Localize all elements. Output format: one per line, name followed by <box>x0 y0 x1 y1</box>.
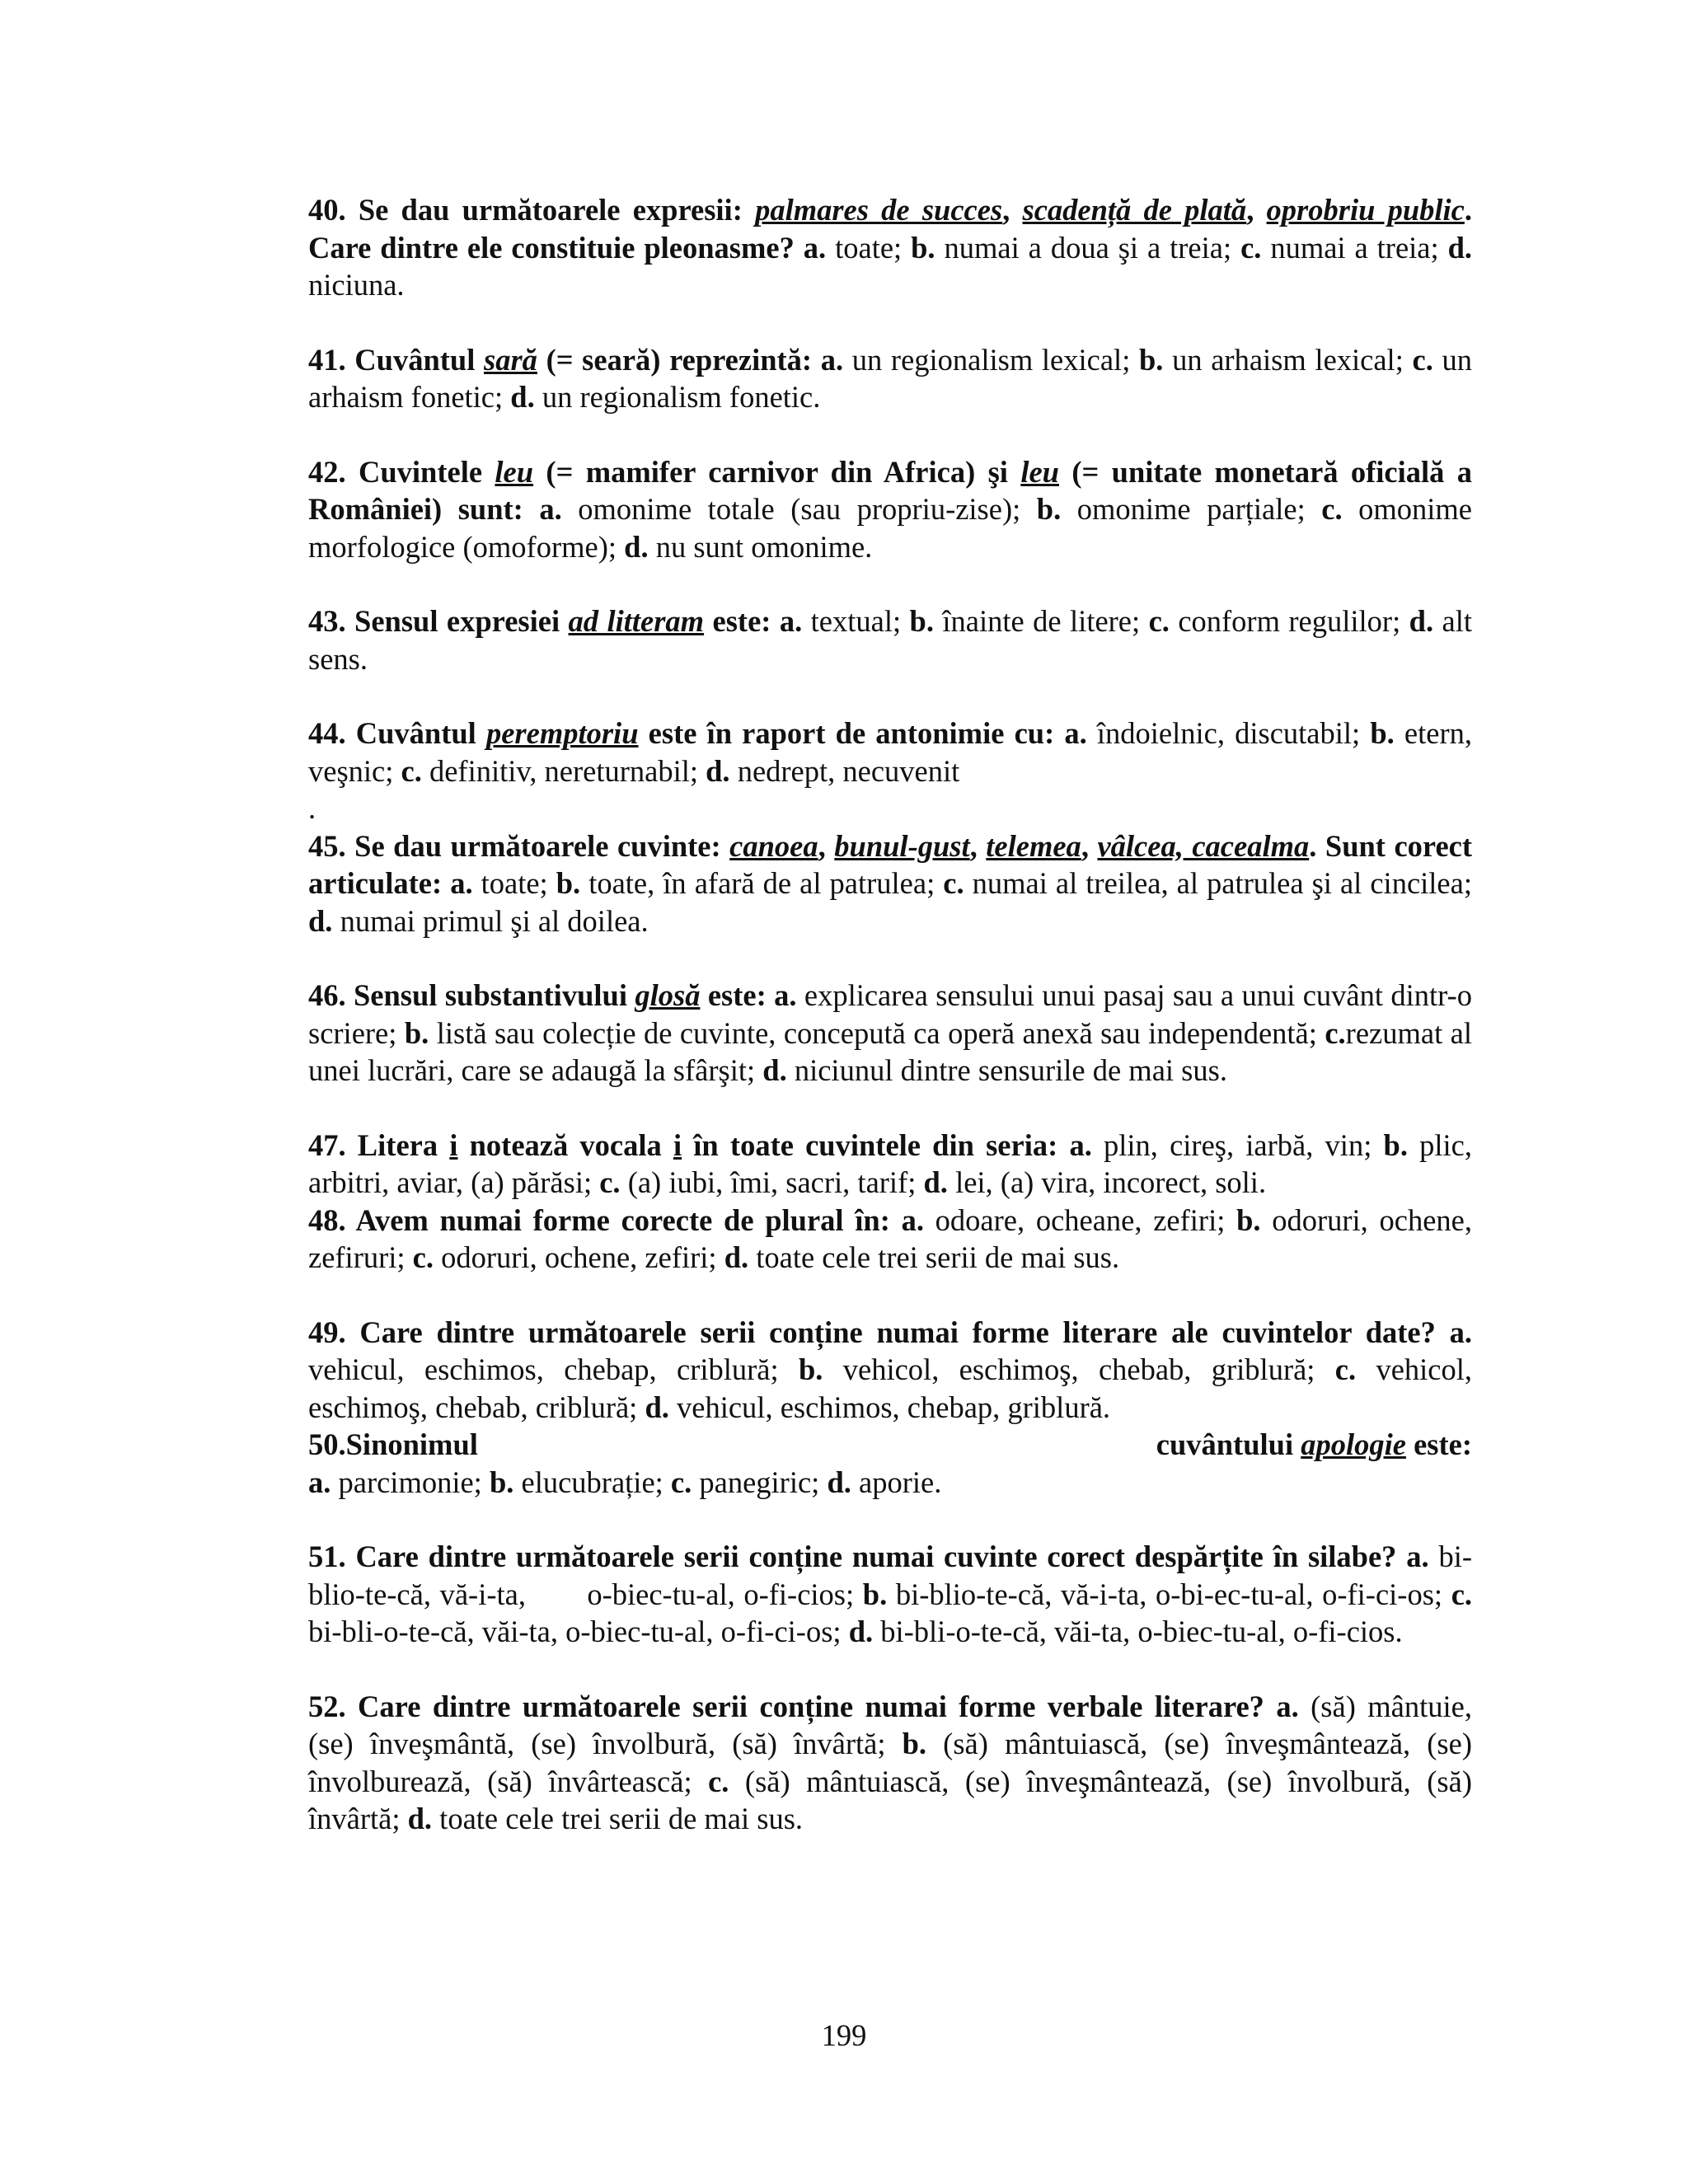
option-c-letter: c. <box>599 1165 621 1199</box>
question-51 <box>308 1538 1480 1651</box>
option-a-text: îndoielnic, discutabil; <box>1086 716 1371 750</box>
question-50-right <box>1156 1426 1472 1464</box>
option-b-letter: b. <box>909 604 934 638</box>
option-b-letter: b. <box>1236 1202 1261 1237</box>
question-text: . Care dintre ele constituie pleonasme? <box>308 193 1472 265</box>
question-49 <box>308 1314 1472 1427</box>
option-c-letter: c. <box>1334 1352 1357 1386</box>
question-text: cuvântului <box>1156 1427 1301 1461</box>
option-d-text: lei, (a) vira, incorect, soli. <box>947 1165 1267 1199</box>
option-b-text: plic, arbitri, aviar, (a) părăsi; <box>308 1127 1472 1199</box>
question-text: este: <box>704 604 780 638</box>
option-a-text: un regionalism lexical; <box>843 342 1139 377</box>
option-a-text: toate; <box>472 866 556 900</box>
option-c-letter: c. <box>1148 604 1170 638</box>
question-lead: 49. Care dintre următoarele serii conține numai forme literare ale cuvintelor date? <box>308 1315 1450 1349</box>
option-d-text: vehicul, eschimos, chebap, griblură. <box>668 1390 1111 1424</box>
option-c-text: un arhaism fonetic; <box>308 342 1472 414</box>
question-lead: 46. Sensul substantivului <box>308 978 635 1012</box>
option-a-letter: a. <box>1064 716 1087 750</box>
option-a-letter: a. <box>803 230 827 265</box>
option-b-letter: b. <box>1383 1127 1408 1162</box>
option-a-text: parcimonie; <box>331 1465 490 1499</box>
option-b-letter: b. <box>798 1352 823 1386</box>
option-d-text: nu sunt omonime. <box>648 529 873 564</box>
question-lead: 48. Avem numai forme corecte de plural în: <box>308 1202 902 1237</box>
option-a-text: textual; <box>802 604 910 638</box>
question-lead: 41. Cuvântul <box>308 342 484 377</box>
option-c-text: vehicol, eschimoş, chebab, criblură; <box>308 1352 1473 1424</box>
option-d-text: toate cele trei serii de mai sus. <box>748 1240 1120 1274</box>
question-lead: 51. Care dintre următoarele serii conține numai cuvinte corect despărțite în silabe? <box>308 1540 1407 1573</box>
option-b-letter: b. <box>911 230 935 265</box>
question-lead: 44. Cuvântul <box>308 716 486 750</box>
option-b-text: bi-blio-te-că, vă-i-ta, o-bi-ec-tu-al, o-fi-ci-os; <box>887 1577 1451 1611</box>
option-a-letter: a. <box>774 978 797 1012</box>
option-b-text: înainte de litere; <box>933 604 1149 638</box>
option-d-letter: d. <box>407 1802 433 1835</box>
option-b-letter: b. <box>1370 716 1395 750</box>
option-b-text: odoruri, ochene, zefiruri; <box>308 1202 1472 1274</box>
question-45 <box>308 827 1472 940</box>
option-b-text: listă sau colecție de cuvinte, concepută ca operă anexă sau independentă; <box>429 1015 1325 1050</box>
option-a-text: bi-blio-te-că, vă-i-ta, o-biec-tu-al, o-fi-cios; <box>308 1540 1472 1611</box>
option-a-text: omonime totale (sau propriu-zise); <box>561 492 1037 526</box>
question-41 <box>308 341 1472 416</box>
question-text: (= unitate monetară oficială a României) sunt: <box>308 454 1473 526</box>
stray-period: . <box>308 791 316 825</box>
question-text: . Sunt corect articulate: <box>308 828 1473 900</box>
question-lead: 43. Sensul expresiei <box>308 604 569 638</box>
option-d-letter: d. <box>645 1390 669 1424</box>
option-a-letter: a. <box>308 1465 331 1499</box>
option-a-text: toate; <box>826 230 912 265</box>
option-a-letter: a. <box>1276 1689 1299 1723</box>
question-50-heading <box>308 1426 1472 1464</box>
question-46 <box>308 977 1472 1090</box>
question-44 <box>308 715 1472 790</box>
option-b-text: vehicol, eschimoş, chebab, griblură; <box>823 1352 1335 1386</box>
option-c-text: conform regulilor; <box>1169 604 1409 638</box>
document-page <box>308 191 1480 1838</box>
option-d-letter: d. <box>1409 604 1434 638</box>
term: peremptoriu <box>485 716 639 750</box>
option-c-text: panegiric; <box>692 1465 828 1499</box>
option-a-letter: a. <box>450 866 473 900</box>
term: leu <box>1020 454 1059 489</box>
question-lead: 47. Litera <box>308 1127 450 1162</box>
option-d-text: alt sens. <box>308 604 1473 676</box>
separator: , <box>1081 828 1098 863</box>
option-b-text: un arhaism lexical; <box>1163 342 1413 377</box>
separator: , <box>1002 193 1023 227</box>
term: apologie <box>1301 1427 1406 1461</box>
option-a-text: odoare, ocheane, zefiri; <box>923 1202 1237 1237</box>
term: oprobriu public <box>1266 193 1465 227</box>
option-b-letter: b. <box>1138 342 1164 377</box>
option-c-text: odoruri, ochene, zefiri; <box>434 1240 724 1274</box>
option-d-text: nedrept, necuvenit <box>729 753 960 788</box>
option-c-letter: c. <box>943 866 964 900</box>
option-d-letter: d. <box>827 1465 851 1499</box>
term: scadență de plată <box>1022 193 1247 227</box>
question-text: (= mamifer carnivor din Africa) şi <box>533 454 1021 489</box>
option-a-text: plin, cireş, iarbă, vin; <box>1091 1127 1384 1162</box>
option-b-letter: b. <box>556 866 581 900</box>
question-40 <box>308 191 1472 304</box>
option-b-letter: b. <box>1036 492 1062 526</box>
question-43 <box>308 602 1472 677</box>
option-b-letter: b. <box>902 1727 927 1760</box>
separator: , <box>969 828 987 863</box>
option-b-text: etern, veşnic; <box>308 716 1472 788</box>
term: leu <box>495 454 534 489</box>
option-c-letter: c. <box>1451 1577 1473 1611</box>
question-50 <box>308 1426 1472 1501</box>
option-a-letter: a. <box>901 1202 924 1237</box>
option-d-text: aporie. <box>851 1465 942 1499</box>
separator: , <box>818 828 835 863</box>
question-text: este în raport de antonimie cu: <box>638 716 1065 750</box>
option-c-text: omonime morfologice (omoforme); <box>308 492 1472 564</box>
option-c-letter: c. <box>1412 342 1433 377</box>
question-text: este: <box>1405 1427 1472 1461</box>
option-d-letter: d. <box>724 1240 749 1274</box>
term: telemea <box>986 828 1081 863</box>
term: canoea <box>729 828 818 863</box>
option-a-text: vehicul, eschimos, chebap, criblură; <box>308 1352 799 1386</box>
term: i <box>449 1127 458 1162</box>
option-d-letter: d. <box>1447 230 1472 265</box>
option-d-text: toate cele trei serii de mai sus. <box>432 1802 804 1835</box>
term: ad litteram <box>568 604 705 638</box>
option-c-letter: c. <box>1325 1015 1346 1050</box>
option-c-text: definitiv, nereturnabil; <box>421 753 706 788</box>
option-b-letter: b. <box>489 1465 514 1499</box>
option-b-letter: b. <box>862 1577 888 1611</box>
question-text: notează vocala <box>457 1127 673 1162</box>
option-d-letter: d. <box>706 753 730 788</box>
term: glosă <box>635 978 701 1012</box>
option-c-letter: c. <box>1321 492 1343 526</box>
question-lead: 42. Cuvintele <box>308 454 495 489</box>
question-42 <box>308 453 1472 566</box>
option-b-text: omonime parțiale; <box>1061 492 1322 526</box>
option-c-letter: c. <box>1240 230 1262 265</box>
question-50-options <box>308 1464 1472 1502</box>
option-b-text: (să) mântuiască, (se) înveşmântează, (se) învolburează, (să) învârtească; <box>308 1727 1472 1798</box>
question-text: în toate cuvintele din seria: <box>682 1127 1070 1162</box>
option-a-letter: a. <box>779 604 803 638</box>
question-text: este: <box>700 978 775 1012</box>
option-d-letter: d. <box>624 529 649 564</box>
option-a-letter: a. <box>1069 1127 1092 1162</box>
option-c-text: bi-bli-o-te-că, văi-ta, o-biec-tu-al, o-fi-ci-os; <box>308 1577 1480 1648</box>
option-a-letter: a. <box>1449 1315 1472 1349</box>
question-lead: 50.Sinonimul <box>308 1427 478 1461</box>
question-48 <box>308 1202 1472 1277</box>
option-d-letter: d. <box>848 1615 874 1648</box>
option-d-text: un regionalism fonetic. <box>534 380 821 414</box>
option-d-letter: d. <box>510 380 535 414</box>
option-c-text: numai a treia; <box>1261 230 1448 265</box>
option-a-text: (să) mântuie, (se) înveşmântă, (se) învolbură, (să) învârtă; <box>308 1689 1472 1760</box>
question-lead: 45. Se dau următoarele cuvinte: <box>308 828 730 863</box>
option-b-letter: b. <box>404 1015 429 1050</box>
option-d-text: bi-bli-o-te-că, văi-ta, o-biec-tu-al, o-fi-cios. <box>873 1615 1403 1648</box>
question-lead: 52. Care dintre următoarele serii conține numai forme verbale literare? <box>308 1689 1277 1723</box>
option-d-text: niciunul dintre sensurile de mai sus. <box>786 1053 1227 1087</box>
option-d-letter: d. <box>308 903 333 938</box>
option-d-text: niciuna. <box>308 268 405 302</box>
question-lead: 40. Se dau următoarele expresii: <box>308 193 756 227</box>
option-c-text: rezumat al unei lucrări, care se adaugă la sfârşit; <box>308 1015 1472 1087</box>
question-text: (= seară) reprezintă: <box>537 342 821 377</box>
option-b-text: toate, în afară de al patrulea; <box>580 866 944 900</box>
option-d-letter: d. <box>923 1165 948 1199</box>
option-c-letter: c. <box>670 1465 692 1499</box>
question-52 <box>308 1688 1472 1838</box>
option-c-letter: c. <box>412 1240 434 1274</box>
option-d-text: numai primul şi al doilea. <box>332 903 649 938</box>
term: vâlcea, cacealma <box>1097 828 1310 863</box>
page-number: 199 <box>821 2018 867 2052</box>
option-a-letter: a. <box>1406 1540 1429 1573</box>
separator: , <box>1246 193 1267 227</box>
option-b-text: numai a doua şi a treia; <box>935 230 1241 265</box>
term: bunul-gust <box>834 828 970 863</box>
option-a-letter: a. <box>539 492 562 526</box>
option-c-text: numai al treilea, al patrulea şi al cincilea; <box>964 866 1472 900</box>
option-a-letter: a. <box>820 342 844 377</box>
option-c-letter: c. <box>708 1764 729 1798</box>
term: i <box>673 1127 682 1162</box>
term: sară <box>484 342 537 377</box>
option-c-text: (a) iubi, îmi, sacri, tarif; <box>620 1165 924 1199</box>
option-c-letter: c. <box>401 753 422 788</box>
option-d-letter: d. <box>762 1053 787 1087</box>
option-c-text: (să) mântuiască, (se) înveşmântează, (se) învolbură, (să) învârtă; <box>308 1764 1472 1835</box>
term: palmares de succes <box>755 193 1003 227</box>
option-a-text: explicarea sensului unui pasaj sau a unui cuvânt dintr-o scriere; <box>308 978 1472 1050</box>
option-b-text: elucubrație; <box>513 1465 671 1499</box>
question-47 <box>308 1127 1472 1202</box>
